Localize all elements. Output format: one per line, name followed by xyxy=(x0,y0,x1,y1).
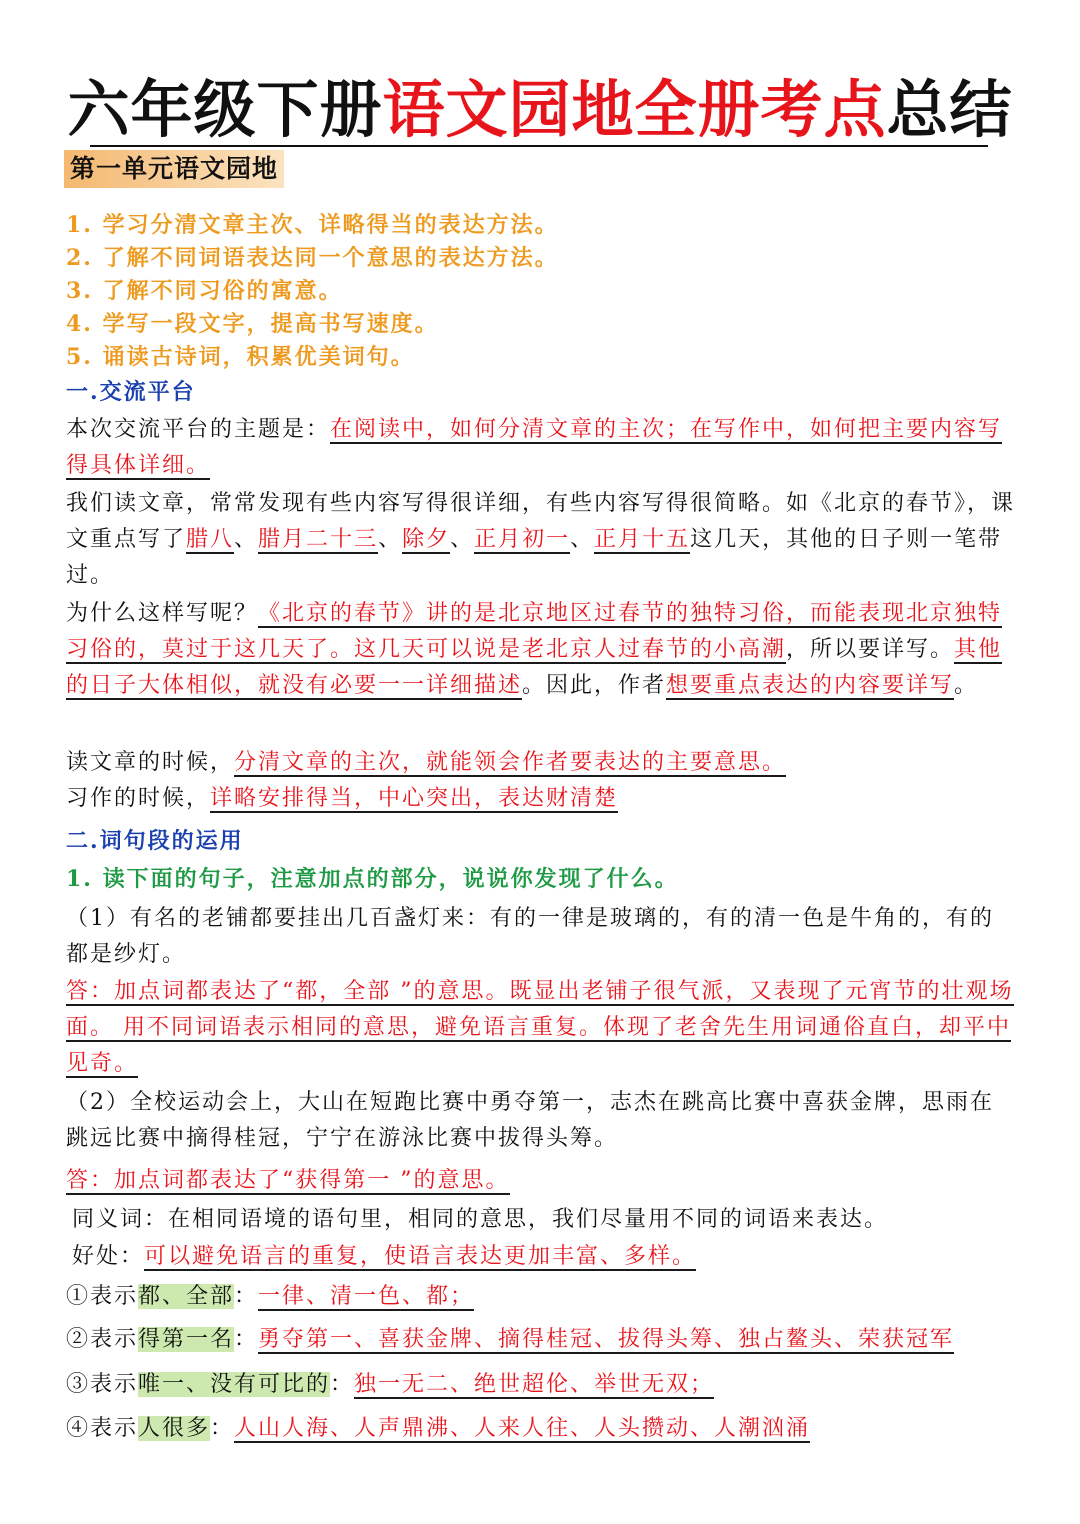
answer-text: 答：加点词都表达了“都，全部 ”的意思。既显出老铺子很气派，又表现了元宵节的壮观场面。 用不同词语表示相同的意思，避免语言重复。体现了老舍先生用词通俗直白，却平中见奇。 xyxy=(66,979,1014,1076)
item-answer: 独一无二、绝世超伦、举世无双； xyxy=(354,1372,715,1397)
why-paragraph xyxy=(66,596,1016,704)
title-part-2: 语文园地全册考点 xyxy=(382,73,887,146)
title-part-3: 总结 xyxy=(886,73,1013,146)
answer-2 xyxy=(66,1163,1016,1199)
synonym-definition: 同义词：在相同语境的语句里，相同的意思，我们尽量用不同的词语来表达。 xyxy=(72,1207,889,1232)
title-part-1: 六年级下册 xyxy=(67,73,383,146)
item-prefix: ④表示 xyxy=(66,1416,139,1441)
paragraph-text: 这几天，其他的日子则一笔带过。 xyxy=(66,527,1003,588)
answer-text: 想要重点表达的内容要详写 xyxy=(666,673,955,698)
answer-text: 详略安排得当，中心突出，表达财清楚 xyxy=(210,786,619,811)
topic-label: 本次交流平台的主题是： xyxy=(66,417,331,442)
item-prefix: ①表示 xyxy=(66,1284,139,1309)
separator: 、 xyxy=(450,527,475,552)
page-title xyxy=(40,68,1040,152)
section-heading-usage: 二.词句段的运用 xyxy=(66,828,244,854)
writing-paragraph xyxy=(66,781,1016,817)
beijing-paragraph xyxy=(66,486,1016,594)
day-item: 腊八 xyxy=(186,527,235,552)
benefit-label: 好处： xyxy=(72,1244,145,1269)
item-prefix: ③表示 xyxy=(66,1372,139,1397)
answer-text: 分清文章的主次，就能领会作者要表达的主要意思。 xyxy=(234,750,787,775)
item-colon: ： xyxy=(210,1416,235,1441)
synonym-item-4 xyxy=(66,1408,1016,1450)
paragraph-label: 读文章的时候， xyxy=(66,750,235,775)
question-1: 1. 读下面的句子，注意加点的部分，说说你发现了什么。 xyxy=(66,866,679,892)
paragraph-text: 我们读文章，常常发现有些内容写得很详细，有些内容写得很简略。如《北京的春节》，课文重点写了 xyxy=(66,491,1016,552)
item-key: 人很多 xyxy=(138,1416,211,1441)
item-colon: ： xyxy=(234,1327,259,1352)
sentence-1: （1）有名的老铺都要挂出几百盏灯来：有的一律是玻璃的，有的清一色是牛角的，有的都是纱灯。 xyxy=(66,906,994,967)
paragraph-text: 为什么这样写呢？ xyxy=(66,601,259,626)
item-answer: 一律、清一色、都； xyxy=(258,1284,475,1309)
unit-heading: 第一单元语文园地 xyxy=(64,150,284,188)
answer-text: 《北京的春节》讲的是北京地区过春节的独特习俗，而能表现北京独特习俗的，莫过于这几天了。这几天可以说是老北京人过春节的小高潮 xyxy=(66,601,1003,662)
answer-text: 答：加点词都表达了“获得第一 ”的意思。 xyxy=(66,1168,510,1193)
item-answer: 勇夺第一、喜获金牌、摘得桂冠、拔得头筹、独占鳌头、荣获冠军 xyxy=(258,1327,955,1352)
benefit-line xyxy=(72,1239,1022,1275)
item-answer: 人山人海、人声鼎沸、人来人往、人头攒动、人潮汹涌 xyxy=(234,1416,811,1441)
synonym-item-3 xyxy=(66,1364,1016,1406)
item-prefix: ②表示 xyxy=(66,1327,139,1352)
topic-paragraph xyxy=(66,412,1016,484)
objective-item: 4. 学写一段文字，提高书写速度。 xyxy=(66,311,439,337)
separator: 、 xyxy=(378,527,403,552)
synonym-item-1 xyxy=(66,1276,1016,1318)
synonym-item-2 xyxy=(66,1319,1016,1361)
objectives-list xyxy=(66,209,1016,374)
item-key: 唯一、没有可比的 xyxy=(138,1372,331,1397)
objective-item: 3. 了解不同习俗的寓意。 xyxy=(66,278,343,304)
day-item: 腊月二十三 xyxy=(258,527,379,552)
separator: 、 xyxy=(570,527,595,552)
item-key: 都、全部 xyxy=(138,1284,235,1309)
paragraph-label: 习作的时候， xyxy=(66,786,211,811)
day-item: 正月初一 xyxy=(474,527,571,552)
paragraph-text: 。因此，作者 xyxy=(522,673,667,698)
day-item: 正月十五 xyxy=(594,527,691,552)
topic-answer: 在阅读中，如何分清文章的主次；在写作中，如何把主要内容写得具体详细。 xyxy=(66,417,1003,478)
objective-item: 1. 学习分清文章主次、详略得当的表达方法。 xyxy=(66,212,559,238)
paragraph-text: ，所以要详写。 xyxy=(786,637,955,662)
answer-1 xyxy=(66,974,1016,1082)
item-colon: ： xyxy=(330,1372,355,1397)
objective-item: 5. 诵读古诗词，积累优美词句。 xyxy=(66,344,415,370)
reading-paragraph xyxy=(66,745,1016,781)
day-item: 除夕 xyxy=(402,527,451,552)
objective-item: 2. 了解不同词语表达同一个意思的表达方法。 xyxy=(66,245,559,271)
benefit-answer: 可以避免语言的重复，使语言表达更加丰富、多样。 xyxy=(144,1244,697,1269)
sentence-2: （2）全校运动会上，大山在短跑比赛中勇夺第一，志杰在跳高比赛中喜获金牌，思雨在跳远比赛中摘得桂冠，宁宁在游泳比赛中拔得头筹。 xyxy=(66,1090,994,1151)
item-key: 得第一名 xyxy=(138,1327,235,1352)
title-underline xyxy=(90,145,988,147)
separator: 、 xyxy=(234,527,259,552)
answer-text: 其他的日子大体相似，就没有必要一一详细描述 xyxy=(66,637,1003,698)
paragraph-text: 。 xyxy=(954,673,979,698)
item-colon: ： xyxy=(234,1284,259,1309)
section-heading-exchange: 一.交流平台 xyxy=(66,379,196,405)
